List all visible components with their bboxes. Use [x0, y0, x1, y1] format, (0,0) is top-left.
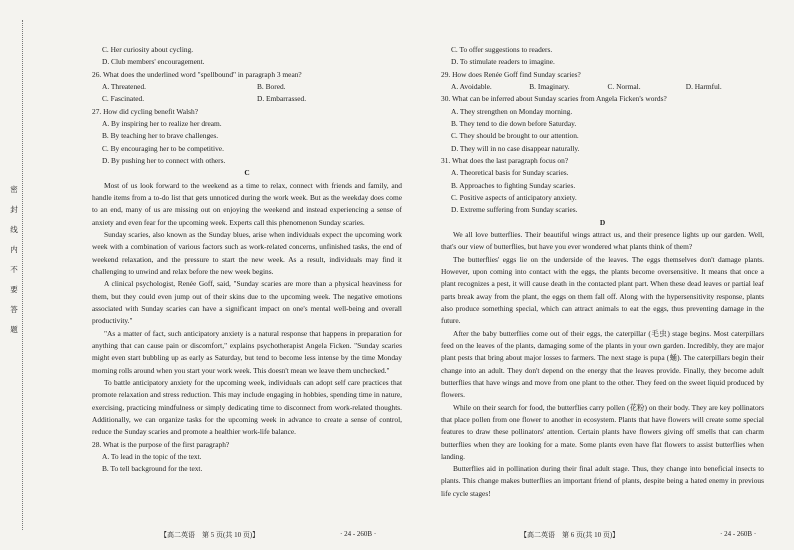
- question-27: 27. How did cycling benefit Walsh?: [92, 106, 198, 116]
- sealing-margin: [0, 0, 40, 550]
- q31-option-c: C. Positive aspects of anticipatory anxiety.: [451, 192, 577, 202]
- q28-option-d: D. To stimulate readers to imagine.: [451, 57, 555, 67]
- q26-option-a: A. Threatened.: [102, 81, 146, 91]
- passage-c-paragraph-2: Sunday scaries, also known as the Sunday blues, arise when individuals expect the upcoming work week with a combination of various factors such as work-related concerns, unfinished tasks, the end of weekend relaxation, and the pressure to start the new week. As a result, individuals may find it challenging to unwind and relax before the new week begins.: [92, 229, 402, 276]
- q31-option-b: B. Approaches to fighting Sunday scaries.: [451, 180, 576, 190]
- passage-c-paragraph-3: A clinical psychologist, Renée Goff, said, "Sunday scaries are more than a physical heaviness for them, but they could even jump out of their skins due to the upcoming week. The negative emotions associated with Sunday scaries can have a significant impact on one's mental well-being and overall productivity.": [92, 279, 402, 326]
- q28-option-b: B. To tell background for the text.: [102, 464, 203, 474]
- passage-d-paragraph-3: After the baby butterflies come out of their eggs, the caterpillar (毛虫) stage begins. Most caterpillars feed on the leaves of the plants, damaging some of the plants in your own garden. Incredibly, they are major plant pests that bring about major losses to farmers. The next stage is pupa (蛹). The caterpillars begin their change into an adult. They don't depend on the energy that the leaves provide. Finally, they become adult butterflies that have wings and move from one plant to the other. They feed on the sweet liquid produced by flowers.: [441, 328, 764, 400]
- right-page-footer: 【高二英语 第 6 页(共 10 页)】: [520, 531, 620, 539]
- question-28: 28. What is the purpose of the first paragraph?: [92, 439, 230, 449]
- q30-option-a: A. They strengthen on Monday morning.: [451, 106, 573, 116]
- q29-option-c: C. Normal.: [607, 81, 641, 91]
- section-c-heading: C: [244, 168, 250, 178]
- q28-option-c: C. To offer suggestions to readers.: [451, 45, 553, 54]
- right-page-code: · 24 - 260B ·: [720, 530, 757, 538]
- passage-c-paragraph-4: "As a matter of fact, such anticipatory anxiety is a natural response that happens in preparation for anything that can cause pain or discomfort," explains psychotherapist Angela Ficken. "Sunday scaries might even start bubbling up as early as Saturday, but tend to become less intense by the time Monday morning rolls around when you start your work week. This doesn't mean we leave them unchecked.": [92, 328, 402, 375]
- q26-options-row1: [92, 81, 402, 93]
- section-d-heading: D: [599, 217, 606, 227]
- q27-option-c: C. By encouraging her to be competitive.: [102, 143, 224, 153]
- left-page-footer: 【高二英语 第 5 页(共 10 页)】: [160, 531, 260, 539]
- passage-d-paragraph-1: We all love butterflies. Their beautiful wings attract us, and their presence lights up our garden. Well, that's our view of butterflies, but have you ever wondered what plants think of them?: [441, 229, 764, 252]
- right-page-column: [441, 44, 764, 500]
- sealing-line: [22, 20, 23, 530]
- q26-option-b: B. Bored.: [257, 81, 286, 91]
- q31-option-d: D. Extreme suffering from Sunday scaries.: [451, 205, 578, 215]
- q30-option-d: D. They will in no case disappear naturally.: [451, 143, 580, 153]
- q29-option-b: B. Imaginary.: [529, 81, 570, 91]
- question-29: 29. How does Renée Goff find Sunday scaries?: [441, 69, 581, 79]
- q27-option-b: B. By teaching her to brave challenges.: [102, 131, 219, 141]
- q27-option-d: D. By pushing her to connect with others.: [102, 155, 226, 165]
- passage-c-paragraph-1: Most of us look forward to the weekend as a time to relax, connect with friends and family, and handle items from a to-do list that gets unnoticed during the work week. But as the weekday does come to an end, many of us are missing out on enjoying the weekend and instead experiencing a sense of anxiety and even fear for the upcoming week. Experts call this phenomenon Sunday scaries.: [92, 180, 402, 227]
- q25-option-c: C. Her curiosity about cycling.: [102, 45, 194, 54]
- passage-d-paragraph-5: Butterflies aid in pollination during their final adult stage. Thus, they change into beneficial insects to plants. This change makes butterflies an important friend of plants, despite being a hated enemy in previous life cycle stages!: [441, 464, 764, 498]
- q26-options-row2: [92, 93, 402, 105]
- left-page-code: · 24 - 260B ·: [340, 530, 377, 538]
- q27-option-a: A. By inspiring her to realize her dream.: [102, 118, 222, 128]
- left-page-column: [92, 44, 402, 475]
- question-26: 26. What does the underlined word "spellbound" in paragraph 3 mean?: [92, 69, 302, 79]
- question-31: 31. What does the last paragraph focus on?: [441, 155, 569, 165]
- q29-options: [441, 81, 764, 93]
- passage-c-paragraph-5: To battle anticipatory anxiety for the upcoming week, individuals can adopt self care practices that promote relaxation and stress reduction. This may include engaging in hobbies, spending time in nature, exercising, practicing mindfulness or simply dedicating time to disconnect from work-related thoughts. Additionally, we can organize tasks for the upcoming week in advance to create a sense of control, reduce the Sunday scaries and promote a healthier work-life balance.: [92, 377, 402, 437]
- question-30: 30. What can be inferred about Sunday scaries from Angela Ficken's words?: [441, 94, 667, 104]
- q26-option-c: C. Fascinated.: [102, 94, 145, 104]
- passage-d-paragraph-2: The butterflies' eggs lie on the underside of the leaves. The eggs themselves don't damage plants. However, upon coming into contact with the eggs, the plants become oversensitive. It means that once a plant recognizes a pest, it will cause death in the contacted plant part. When these dead leaves or partial leaf parts break away from the plant, the eggs on them fall off. Along with the hypersensitivity response, plants also produce something special, which can attract animals to eat the eggs, thus preventing damage in the future.: [441, 254, 764, 326]
- q25-option-d: D. Club members' encouragement.: [102, 57, 205, 67]
- sealing-margin-text: 密 封 线 内 不 要 答 题: [10, 185, 18, 334]
- q29-option-a: A. Avoidable.: [451, 81, 492, 91]
- passage-d-paragraph-4: While on their search for food, the butterflies carry pollen (花粉) on their body. They are key pollinators that place pollen from one flower to another in ecosystem. Plants that have flowers will create some special features to draw these pollinators' attention. Certain plants have flowers giving off smells that can charm butterflies when they are looking for a mate. Some plants even have flat flowers to assist butterflies when landing.: [441, 402, 764, 461]
- q31-option-a: A. Theoretical basis for Sunday scaries.: [451, 168, 569, 178]
- q30-option-c: C. They should be brought to our attention.: [451, 131, 579, 141]
- q30-option-b: B. They tend to die down before Saturday.: [451, 118, 577, 128]
- q29-option-d: D. Harmful.: [685, 81, 722, 91]
- q26-option-d: D. Embarrassed.: [257, 94, 307, 104]
- q28-option-a: A. To lead in the topic of the text.: [102, 451, 202, 461]
